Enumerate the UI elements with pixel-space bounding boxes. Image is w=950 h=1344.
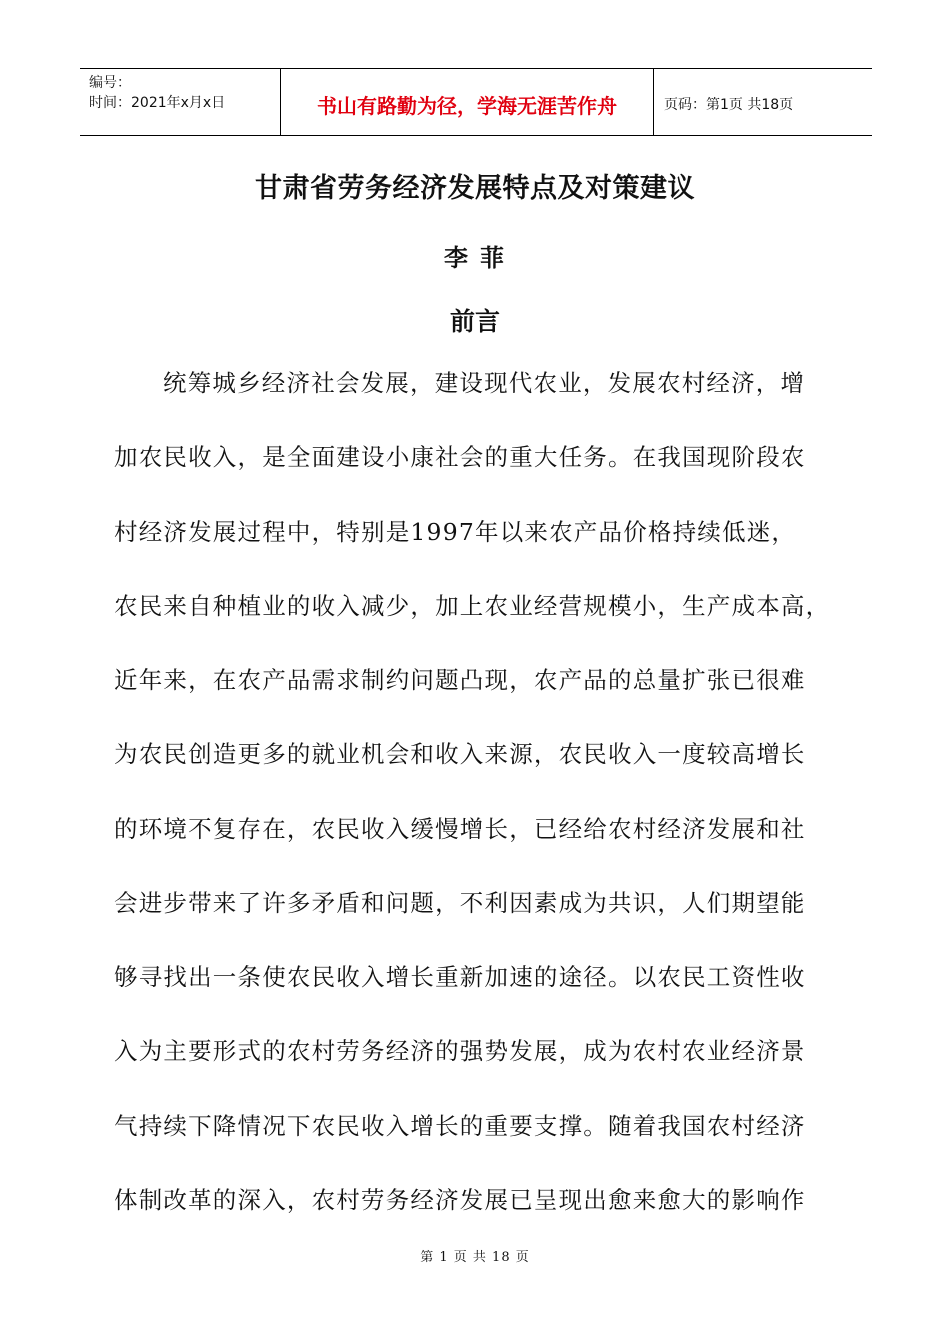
page-footer: 第 1 页 共 18 页 — [420, 1250, 530, 1265]
body-line: 的环境不复存在，农民收入缓慢增长，已经给农村经济发展和社 — [114, 815, 806, 843]
time-label: 时间：2021年x月x日 — [89, 95, 226, 111]
body-line: 统筹城乡经济社会发展，建设现代农业，发展农村经济，增 — [163, 369, 806, 397]
body-line: 气持续下降情况下农民收入增长的重要支撑。随着我国农村经济 — [114, 1112, 806, 1140]
number-label: 编号： — [89, 75, 131, 91]
page-code: 页码：第1页 共18页 — [664, 97, 794, 113]
body-line: 体制改革的深入，农村劳务经济发展已呈现出愈来愈大的影响作 — [114, 1186, 806, 1214]
header-page-cell — [654, 69, 872, 135]
header-table — [80, 68, 872, 136]
body-line: 近年来，在农产品需求制约问题凸现，农产品的总量扩张已很难 — [114, 666, 806, 694]
document-author: 李菲 — [444, 244, 516, 272]
header-meta-cell — [80, 69, 281, 135]
motto-text: 书山有路勤为径，学海无涯苦作舟 — [317, 93, 617, 118]
body-line: 入为主要形式的农村劳务经济的强势发展，成为农村农业经济景 — [114, 1037, 806, 1065]
body-line: 农民来自种植业的收入减少，加上农业经营规模小，生产成本高， — [114, 592, 831, 620]
header-motto-cell — [281, 69, 654, 135]
body-line: 村经济发展过程中，特别是1997年以来农产品价格持续低迷， — [114, 518, 797, 546]
body-line: 为农民创造更多的就业机会和收入来源，农民收入一度较高增长 — [114, 740, 806, 768]
body-line: 会进步带来了许多矛盾和问题，不利因素成为共识，人们期望能 — [114, 889, 806, 917]
body-line: 够寻找出一条使农民收入增长重新加速的途径。以农民工资性收 — [114, 963, 806, 991]
section-title: 前言 — [449, 307, 500, 336]
document-title: 甘肃省劳务经济发展特点及对策建议 — [255, 173, 695, 204]
body-line: 加农民收入，是全面建设小康社会的重大任务。在我国现阶段农 — [114, 443, 806, 471]
